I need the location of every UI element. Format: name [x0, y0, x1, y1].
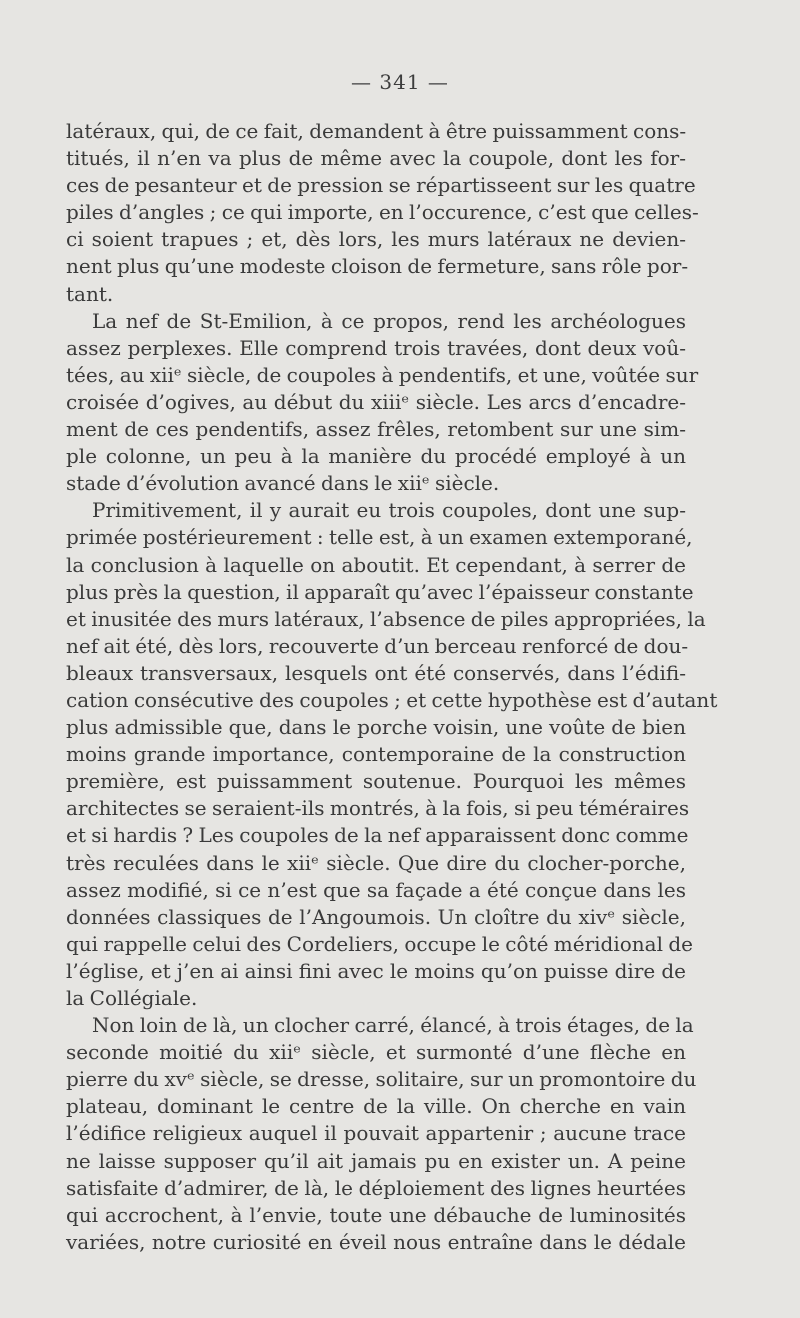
- text-line: qui accrochent, à l’envie, toute une débauche de luminosités: [66, 1202, 686, 1227]
- text-line: et inusitée des murs latéraux, l’absence de piles appropriées, la: [66, 606, 706, 631]
- text-line: ment de ces pendentifs, assez frêles, retombent sur une sim-: [66, 417, 686, 442]
- text-line: très reculées dans le xiiᵉ siècle. Que dire du clocher-porche,: [66, 850, 686, 875]
- text-line: ci soient trapues ; et, dès lors, les murs latéraux ne devien-: [66, 227, 686, 252]
- text-line: croisée d’ogives, au début du xiiiᵉ siècle. Les arcs d’encadre-: [66, 389, 686, 414]
- text-line: données classiques de l’Angoumois. Un cloître du xivᵉ siècle,: [66, 904, 686, 929]
- text-line: variées, notre curiosité en éveil nous entraîne dans le dédale: [66, 1229, 686, 1254]
- text-line: la Collégiale.: [66, 986, 198, 1010]
- text-line: plateau, dominant le centre de la ville. On cherche en vain: [66, 1094, 686, 1119]
- text-line: architectes se seraient-ils montrés, à la fois, si peu téméraires: [66, 796, 690, 821]
- text-line: satisfaite d’admirer, de là, le déploiement des lignes heurtées: [66, 1175, 686, 1200]
- text-line: Non loin de là, un clocher carré, élancé, à trois étages, de la: [92, 1013, 694, 1038]
- text-line: La nef de St-Emilion, à ce propos, rend les archéologues: [92, 308, 686, 333]
- text-line: l’édifice religieux auquel il pouvait appartenir ; aucune trace: [66, 1121, 686, 1146]
- text-line: moins grande importance, contemporaine de la construction: [66, 742, 686, 767]
- text-line: assez modifié, si ce n’est que sa façade a été conçue dans les: [66, 877, 686, 902]
- text-line: la conclusion à laquelle on aboutit. Et cependant, à serrer de: [66, 552, 686, 577]
- text-line: plus près la question, il apparaît qu’avec l’épaisseur constante: [66, 579, 694, 604]
- text-line: ple colonne, un peu à la manière du procédé employé à un: [66, 444, 686, 469]
- text-line: nent plus qu’une modeste cloison de fermeture, sans rôle por-: [66, 254, 689, 279]
- body-text: [66, 118, 718, 1256]
- text-line: primée postérieurement : telle est, à un examen extemporané,: [66, 525, 693, 550]
- text-line: latéraux, qui, de ce fait, demandent à être puissamment cons-: [66, 119, 687, 143]
- text-line: seconde moitié du xiiᵉ siècle, et surmonté d’une flèche en: [66, 1040, 686, 1065]
- text-line: Primitivement, il y aurait eu trois coupoles, dont une sup-: [92, 498, 686, 523]
- text-line: tant.: [66, 281, 114, 306]
- text-line: cation consécutive des coupoles ; et cette hypothèse est d’autant: [66, 687, 718, 712]
- text-line: titués, il n’en va plus de même avec la coupole, dont les for-: [66, 146, 686, 171]
- text-line: plus admissible que, dans le porche voisin, une voûte de bien: [66, 715, 686, 740]
- text-line: et si hardis ? Les coupoles de la nef apparaissent donc comme: [66, 823, 689, 848]
- text-line: assez perplexes. Elle comprend trois travées, dont deux voû-: [66, 335, 686, 360]
- text-line: bleaux transversaux, lesquels ont été conservés, dans l’édifi-: [66, 660, 686, 685]
- text-line: ces de pesanteur et de pression se répartisseent sur les quatre: [66, 173, 696, 198]
- text-line: nef ait été, dès lors, recouverte d’un berceau renforcé de dou-: [66, 633, 689, 658]
- text-line: l’église, et j’en ai ainsi fini avec le moins qu’on puisse dire de: [66, 958, 686, 983]
- text-line: pierre du xvᵉ siècle, se dresse, solitaire, sur un promontoire du: [66, 1067, 697, 1092]
- text-line: première, est puissamment soutenue. Pourquoi les mêmes: [66, 769, 686, 794]
- text-line: piles d’angles ; ce qui importe, en l’occurence, c’est que celles-: [66, 200, 699, 225]
- text-line: tées, au xiiᵉ siècle, de coupoles à pendentifs, et une, voûtée sur: [66, 362, 699, 387]
- text-line: ne laisse supposer qu’il ait jamais pu en exister un. A peine: [66, 1148, 686, 1173]
- text-line: stade d’évolution avancé dans le xiiᵉ siècle.: [66, 471, 500, 496]
- page-number: — 341 —: [351, 70, 449, 94]
- text-line: qui rappelle celui des Cordeliers, occupe le côté méridional de: [66, 931, 693, 956]
